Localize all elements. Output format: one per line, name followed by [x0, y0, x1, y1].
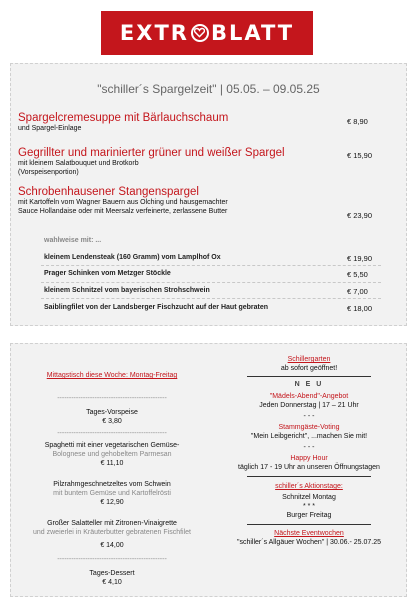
lunch-starter-price: € 3,80: [102, 418, 122, 425]
lunch-column: [17, 371, 207, 587]
divider: [41, 282, 381, 283]
garden-title: Schillergarten: [287, 356, 331, 363]
action-day-item: Schnitzel Montag: [282, 494, 336, 501]
menu-item-desc: mit Kartoffeln vom Wagner Bauern aus Olching und hausgemachter: [18, 199, 228, 206]
menu-item-soup: [18, 112, 366, 134]
divider: -----------------------------------------------: [57, 430, 167, 437]
menu-item-name: Schrobenhausener Stangenspargel: [18, 186, 199, 198]
spargel-menu-card: [10, 63, 407, 326]
lunch-dish-line: Spaghetti mit einer vegetarischen Gemüse-: [44, 442, 180, 449]
divider: [41, 298, 381, 299]
logo-banner: [101, 11, 313, 55]
maedels-title: "Mädels-Abend"-Angebot: [269, 393, 349, 400]
divider: -----------------------------------------------: [57, 395, 167, 402]
menu-item-price: € 8,90: [347, 117, 368, 126]
lunch-dish-line: und zweierlei in Kräuterbutter gebratenen Fischfilet: [33, 529, 191, 536]
dots-separator: - - -: [303, 413, 315, 420]
option-name: Saiblingfilet von der Landsberger Fischzucht auf der Haut gebraten: [44, 304, 269, 311]
menu-item-price: € 23,90: [347, 211, 373, 220]
lunch-dessert-price: € 4,10: [102, 579, 122, 586]
happy-hour-text: täglich 17 - 19 Uhr an unseren Öffnungstagen: [238, 464, 380, 471]
action-day-item: Burger Freitag: [286, 512, 332, 519]
spargel-menu-title: "schiller´s Spargelzeit" | 05.05. – 09.05.25: [97, 82, 320, 96]
lunch-dish-line: mit buntem Gemüse und Kartoffelrösti: [53, 490, 171, 497]
menu-item-name: Gegrillter und marinierter grüner und weißer Spargel: [18, 147, 285, 159]
lunch-dish-price: € 11,10: [100, 460, 124, 467]
logo-text-left: EXTR: [119, 21, 189, 45]
menu-item-stangenspargel: [18, 186, 366, 216]
option-price: € 7,00: [347, 287, 368, 296]
garden-text: ab sofort geöffnet!: [280, 365, 338, 372]
event-weeks-text: "schiller´s Allgäuer Wochen" | 30.06.- 25.07.25: [236, 539, 382, 546]
wahlweise-label: wahlweise mit: ...: [44, 237, 102, 244]
option-name: kleinem Lendensteak (160 Gramm) vom Lamplhof Ox: [44, 254, 221, 261]
option-price: € 18,00: [347, 304, 373, 313]
voting-text: "Mein Leibgericht", ...machen Sie mit!: [250, 433, 368, 440]
lunch-heading: Mittagstisch diese Woche: Montag-Freitag: [46, 372, 178, 379]
stars-separator: * * *: [302, 503, 316, 510]
logo-heart-icon: [191, 24, 209, 42]
menu-item-desc: Sauce Hollandaise oder mit Meersalz verfeinerte, zerlassene Butter: [18, 207, 228, 215]
lunch-dish-line: Großer Salatteller mit Zitronen-Vinaigrette: [47, 520, 177, 527]
action-days-title: schiller´s Aktionstage:: [275, 483, 343, 490]
neu-label: N E U: [294, 381, 324, 388]
menu-item-price: € 15,90: [347, 151, 373, 160]
lunch-dish-price: € 14,00: [100, 542, 124, 549]
menu-item-desc: und Spargel-Einlage: [18, 125, 82, 132]
lunch-starter-label: Tages-Vorspeise: [86, 409, 138, 416]
option-name: Prager Schinken vom Metzger Stöckle: [44, 270, 171, 277]
divider: [41, 265, 381, 266]
maedels-text: Jeden Donnerstag | 17 – 21 Uhr: [259, 402, 359, 409]
news-column: [216, 355, 402, 547]
menu-item-desc: mit kleinem Salatbouquet und Brotkorb: [18, 160, 139, 167]
lunch-dish-line: Pilzrahmgeschnetzeltes vom Schwein: [53, 481, 171, 488]
logo-text-right: BLATT: [210, 21, 295, 45]
option-price: € 5,50: [347, 270, 368, 279]
lunch-dish-price: € 12,90: [100, 499, 124, 506]
lunch-dessert-label: Tages-Dessert: [89, 570, 135, 577]
option-price: € 19,90: [347, 254, 373, 263]
option-name: kleinem Schnitzel vom bayerischen Strohschwein: [44, 287, 210, 294]
info-card: [10, 343, 407, 597]
happy-hour-title: Happy Hour: [290, 455, 328, 462]
menu-item-grilled-asparagus: [18, 147, 366, 177]
divider: -----------------------------------------------: [57, 556, 167, 563]
voting-title: Stammgäste-Voting: [278, 424, 340, 431]
menu-item-name: Spargelcremesuppe mit Bärlauchschaum: [18, 112, 229, 124]
event-weeks-title: Nächste Eventwochen: [274, 530, 344, 537]
dots-separator: - - -: [303, 444, 315, 451]
menu-item-desc: (Vorspeisenportion): [18, 168, 79, 176]
lunch-dish-line: Bolognese und gehobeltem Parmesan: [52, 451, 172, 458]
